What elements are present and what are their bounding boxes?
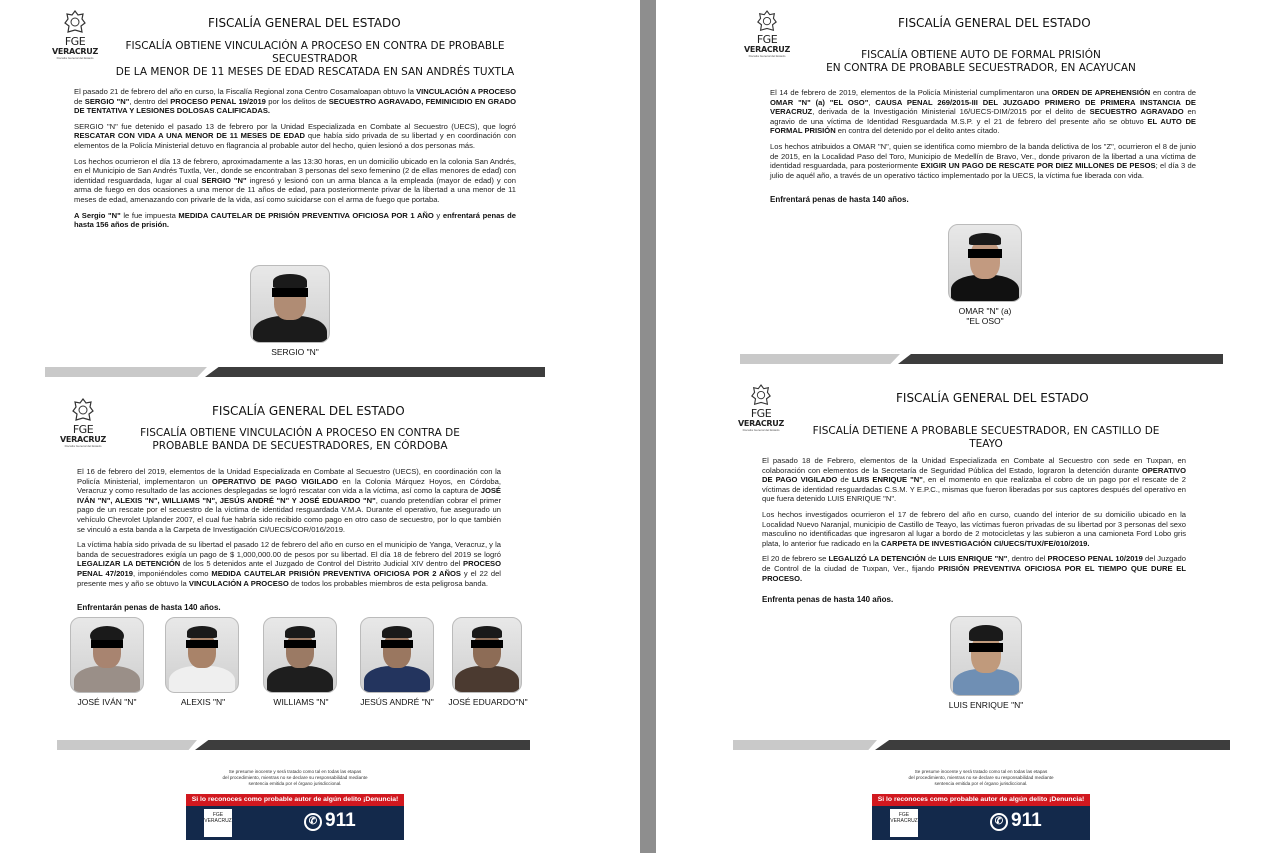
- logo-sub-text: Fiscalía General del Estado: [748, 54, 786, 58]
- emergency-phone: ✆ 911: [990, 810, 1042, 832]
- org-title: FISCALÍA GENERAL DEL ESTADO: [898, 16, 1091, 30]
- suspect-photo-jesus-andre: [360, 617, 434, 693]
- paragraph: El 20 de febrero se LEGALIZÓ LA DETENCIÓN de LUIS ENRIQUE "N", dentro del PROCESO PENAL 10/2019 del Juzgado de Control de la ciudad de Tuxpan, Ver., fijando PRISIÓN PREVENTIVA OFICIOSA POR EL TIEMPO QUE DURE EL PROCESO.: [762, 554, 1187, 583]
- photo-caption: ALEXIS "N": [180, 697, 226, 707]
- logo-fge-text: FGE: [72, 423, 94, 436]
- bulletin-1-body: [74, 87, 516, 236]
- page-gutter: [640, 0, 656, 853]
- logo-fge-text: FGE: [756, 33, 778, 46]
- photo-caption: LUIS ENRIQUE "N": [948, 700, 1024, 710]
- suspect-photo-luis-enrique: [950, 616, 1022, 696]
- paragraph: El 14 de febrero de 2019, elementos de la Policía Ministerial cumplimentaron una ORDEN DE APREHENSIÓN en contra de OMAR "N" (a) "EL OSO", CAUSA PENAL 269/2015-III DEL JUZGADO PRIMERO DE PRIMERA INSTANCIA DE VERACRUZ, derivada de la Investigación Ministerial 16/UECS-DIM/2015 por el delito de SECUESTRO AGRAVADO en agravio de una víctima de Identidad Resguardada M.S.P. y el 21 de febrero del presente año se obtuvo EL AUTO DE FORMAL PRISIÓN en contra del detenido por el delito antes citado.: [770, 88, 1197, 136]
- right-page: [656, 0, 1280, 853]
- section-divider: [733, 740, 1230, 750]
- org-title: FISCALÍA GENERAL DEL ESTADO: [208, 16, 401, 30]
- report-banner: [872, 794, 1090, 840]
- report-banner-text: Si lo reconoces como probable autor de algún delito ¡Denuncia!: [872, 794, 1090, 806]
- crest-icon: [750, 384, 772, 408]
- headline-line: PROBABLE BANDA DE SECUESTRADORES, EN CÓRDOBA: [152, 440, 448, 452]
- section-divider: [740, 354, 1223, 364]
- paragraph: Los hechos ocurrieron el día 13 de febrero, aproximadamente a las 13:30 horas, en un domicilio ubicado en la colonia San Andrés, en el Municipio de San Andrés Tuxtla, Ver., donde se encontraban 3 personas del sexo femenino (2 de ellas menores de edad) con identidad resguardada, lugar al cual SERGIO "N" ingresó y lesionó con un arma blanca a la empleada (mayor de edad) y con arma de fuego en dos ocasiones a una menor de 11 años de edad, para posteriormente privar de la libertad a una menor de 11 meses de edad, amenazando con privarle de la vida, así como suicidarse con el arma de fuego que portaba.: [74, 156, 516, 204]
- suspect-photo-jose-eduardo: [452, 617, 522, 693]
- crest-icon: [756, 10, 778, 34]
- logo-state-text: VERACRUZ: [738, 419, 784, 428]
- photo-caption: JOSÉ EDUARDO"N": [448, 697, 528, 707]
- headline-line: FISCALÍA OBTIENE VINCULACIÓN A PROCESO EN CONTRA DE PROBABLE SECUESTRADOR: [125, 40, 505, 65]
- photo-caption: JOSÉ IVÁN "N": [77, 697, 137, 707]
- penalty-note: Enfrenta penas de hasta 140 años.: [762, 595, 894, 604]
- photo-caption: WILLIAMS "N": [273, 697, 329, 707]
- fge-mini-logo: FGE VERACRUZ: [890, 809, 918, 837]
- headline-line: EN CONTRA DE PROBABLE SECUESTRADOR, EN ACAYUCAN: [826, 62, 1136, 74]
- phone-icon: ✆: [304, 813, 322, 831]
- report-banner: [186, 794, 404, 840]
- fge-logo: [744, 10, 790, 58]
- bulletin-2-headline: [806, 49, 1156, 75]
- section-divider: [57, 740, 530, 750]
- crest-icon: [71, 398, 95, 424]
- suspect-photo-omar: [948, 224, 1022, 302]
- presumption-note: Se presume inocente y será tratado como tal en todas las etapas del procedimiento, mientras no se declare su responsabilidad mediante sentencia emitida por el órgano jurisdiccional.: [222, 769, 368, 786]
- bulletin-3-body: [77, 467, 501, 594]
- logo-sub-text: Fiscalía General del Estado: [742, 428, 780, 432]
- logo-sub-text: Fiscalía General del Estado: [64, 444, 102, 448]
- suspect-photo-jose-ivan: [70, 617, 144, 693]
- bulletin-4-headline: [796, 425, 1176, 451]
- headline-line: FISCALÍA OBTIENE AUTO DE FORMAL PRISIÓN: [861, 49, 1101, 61]
- logo-sub-text: Fiscalía General del Estado: [56, 56, 94, 60]
- headline-line: FISCALÍA OBTIENE VINCULACIÓN A PROCESO EN CONTRA DE: [140, 427, 460, 439]
- suspect-photo-alexis: [165, 617, 239, 693]
- logo-fge-text: FGE: [750, 407, 772, 420]
- paragraph: A Sergio "N" le fue impuesta MEDIDA CAUTELAR DE PRISIÓN PREVENTIVA OFICIOSA POR 1 AÑO y enfrentará penas de hasta 156 años de prisión.: [74, 210, 516, 230]
- paragraph: Los hechos investigados ocurrieron el 17 de febrero del año en curso, cuando del interior de su domicilio ubicado en la Localidad Nuevo Naranjal, municipio de Castillo de Teayo, las víctimas fueron privadas de su libertad por 3 personas del sexo masculino no identificadas que ingresaron al lugar a bordo de 2 motocicletas y las subieron a una camioneta Ford Lobo gris plata, lo anterior fue radicado en la CARPETA DE INVESTIGACIÓN CI/UECS/TUX/FE/010/2019.: [762, 509, 1186, 548]
- fge-logo: [60, 398, 106, 448]
- bulletin-2-body: [770, 88, 1196, 186]
- phone-icon: ✆: [990, 813, 1008, 831]
- headline-line: FISCALÍA DETIENE A PROBABLE SECUESTRADOR, EN CASTILLO DE TEAYO: [812, 425, 1160, 450]
- bulletin-4-body: [762, 456, 1186, 589]
- report-banner-text: Si lo reconoces como probable autor de algún delito ¡Denuncia!: [186, 794, 404, 806]
- suspect-photo-sergio: [250, 265, 330, 343]
- penalty-note: Enfrentarán penas de hasta 140 años.: [77, 603, 221, 612]
- photo-caption: OMAR "N" (a) "EL OSO": [958, 306, 1012, 326]
- logo-state-text: VERACRUZ: [744, 45, 790, 54]
- bulletin-3-headline: [120, 427, 480, 453]
- paragraph: La víctima había sido privada de su libertad el pasado 12 de febrero del año en curso en el municipio de Yanga, Veracruz, y la banda de secuestradores exigía un pago de $ 1,000,000.00 de pesos por su libertad. El día 18 de febrero del 2019 se logró LEGALIZAR LA DETENCIÓN de los 5 detenidos ante el Juzgado de Control del Distrito Judicial XIV dentro del PROCESO PENAL 47/2019, imponiéndoles como MEDIDA CAUTELAR PRISIÓN PREVENTIVA OFICIOSA POR 2 AÑOS y el 22 del presente mes y año se obtuvo la VINCULACIÓN A PROCESO de todos los probables miembros de esta peligrosa banda.: [77, 540, 501, 588]
- bulletin-1-headline: [90, 40, 540, 79]
- section-divider: [45, 367, 545, 377]
- paragraph: El 16 de febrero del 2019, elementos de la Unidad Especializada en Combate al Secuestro (UECS), en coordinación con la Policía Ministerial, implementaron un OPERATIVO DE PAGO VIGILADO en la Colonia Márquez Hoyos, en Córdoba, Veracruz y como resultado de las acciones desplegadas se logró rescatar con vida a la víctima, así como la captura de JOSÉ IVÁN "N", ALEXIS "N", WILLIAMS "N", JESÚS ANDRÉ "N" Y JOSÉ EDUARDO "N", cuando pretendían cobrar el primer pago de un rescate por el secuestro de la víctima de identidad resguardada V.M.A. Durante el operativo, fue asegurado un vehículo Chevrolet Uplander 2007, el cual fue habría sido recibido como pago en otro caso de secuestro, por lo que también se vinculó a esta banda a la Carpeta de Investigación CI/UECS/COR/016/2019.: [77, 467, 501, 534]
- suspect-photo-williams: [263, 617, 337, 693]
- org-title: FISCALÍA GENERAL DEL ESTADO: [896, 391, 1089, 405]
- paragraph: El pasado 18 de Febrero, elementos de la Unidad Especializada en Combate al Secuestro con sede en Tuxpan, en colaboración con elementos de la Secretaría de Seguridad Pública del Estado, lograron la detención durante OPERATIVO DE PAGO VIGILADO de LUIS ENRIQUE "N", en el momento en que realizaba el cobro de un pago por el rescate de 2 víctimas de identidad resguardadas C.S.M. Y E.P.C., mismas que fueron liberadas por sus captores después del operativo en que fuera detenido LUIS ENRIQUE "N".: [762, 456, 1186, 504]
- headline-line: DE LA MENOR DE 11 MESES DE EDAD RESCATADA EN SAN ANDRÉS TUXTLA: [115, 66, 515, 78]
- paragraph: El pasado 21 de febrero del año en curso, la Fiscalía Regional zona Centro Cosamaloapan obtuvo la VINCULACIÓN A PROCESO de SERGIO "N", dentro del PROCESO PENAL 19/2019 por los delitos de SECUESTRO AGRAVADO, FEMINICIDIO EN GRADO DE TENTATIVA Y LESIONES DOLOSAS CALIFICADAS.: [74, 87, 516, 116]
- emergency-phone: ✆ 911: [304, 810, 356, 832]
- logo-state-text: VERACRUZ: [60, 435, 106, 444]
- paragraph: SERGIO "N" fue detenido el pasado 13 de febrero por la Unidad Especializada en Combate al Secuestro (UECS), que logró RESCATAR CON VIDA A UNA MENOR DE 11 MESES DE EDAD que había sido privada de su libertad y en coordinación con elementos de la Policía Ministerial detuvo en flagrancia al probable autor del hecho, quien lesionó a dos personas más.: [74, 121, 516, 150]
- presumption-note: Se presume inocente y será tratado como tal en todas las etapas del procedimiento, mientras no se declare su responsabilidad mediante sentencia emitida por el órgano jurisdiccional.: [908, 769, 1054, 786]
- crest-icon: [63, 10, 87, 36]
- photo-caption: SERGIO "N": [271, 347, 319, 357]
- penalty-note: Enfrentará penas de hasta 140 años.: [770, 195, 909, 204]
- paragraph: Los hechos atribuidos a OMAR "N", quien se identifica como miembro de la banda delictiva de los "Z", ocurrieron el 8 de junio de 2015, en la Localidad Paso del Toro, Municipio de Medellín de Bravo, Ver., donde privaron de la libertad a una víctima de identidad resguardada, para posteriormente EXIGIR UN PAGO DE RESCATE POR DIEZ MILLONES DE PESOS; el día 3 de julio de aquél año, a través de un operativo táctico implementado por la UECS, la víctima fue liberada con vida.: [770, 141, 1196, 180]
- logo-fge-text: FGE: [64, 35, 86, 48]
- fge-logo: [738, 384, 784, 432]
- org-title: FISCALÍA GENERAL DEL ESTADO: [212, 404, 405, 418]
- photo-caption: JESÚS ANDRÉ "N": [360, 697, 434, 707]
- fge-mini-logo: FGE VERACRUZ: [204, 809, 232, 837]
- logo-state-text: VERACRUZ: [52, 47, 98, 56]
